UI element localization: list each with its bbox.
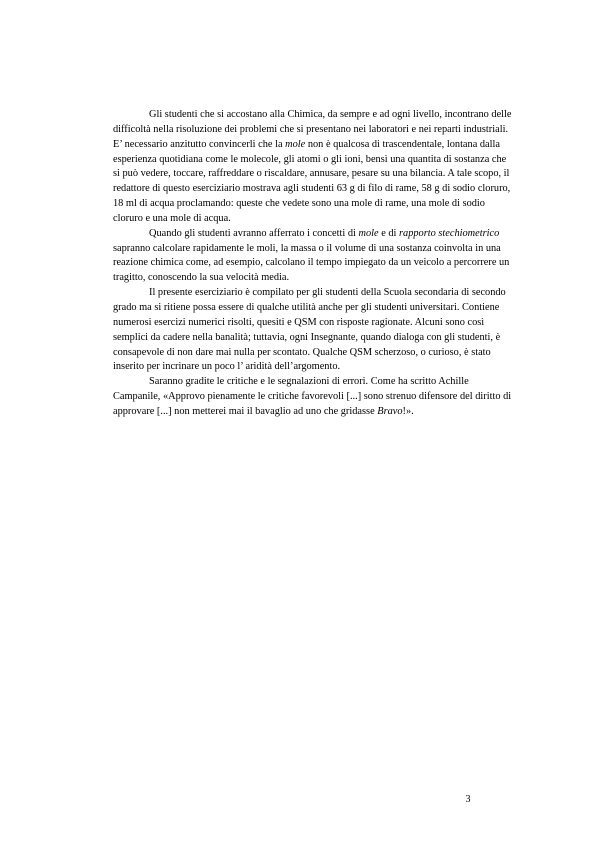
text-run: !». xyxy=(402,405,414,417)
italic-term-mole: mole xyxy=(358,227,379,239)
text-run: Gli studenti che si accostano alla Chimica, da sempre e ad ogni livello, incontrano delle difficoltà nella risoluzione dei problemi che si presentano nei laboratori e nei reparti industriali. E’ necessario anzitutto convincerli che la xyxy=(113,109,512,150)
text-run: Il presente eserciziario è compilato per gli studenti della Scuola secondaria di secondo grado ma si ritiene possa essere di qualche utilità anche per gli studenti universitari. Contiene numerosi esercizi numerici risolti, quesiti e QSM con risposte ragionate. Alcuni sono così semplici da cadere nella banalità; tuttavia, ogni Insegnante, quando dialoga con gli studenti, è consapevole di non dare mai nulla per scontato. Qualche QSM scherzoso, o curioso, è stato inserito per incrinare un poco l’ aridità dell’argomento. xyxy=(113,287,506,373)
text-run: e di xyxy=(378,227,400,239)
paragraph-feedback xyxy=(113,375,515,420)
text-run: Quando gli studenti avranno afferrato i concetti di xyxy=(149,227,359,239)
body-text xyxy=(113,108,515,420)
italic-term-rapporto-stechiometrico: rapporto stechiometrico xyxy=(399,227,500,239)
paragraph-introduction xyxy=(113,108,515,227)
text-run: Saranno gradite le critiche e le segnalazioni di errori. Come ha scritto Achille Campanile, «Approvo pienamente le critiche favorevoli [...] sono strenuo difensore del diritto di approvare [...] non metterei mai il bavaglio ad uno che gridasse xyxy=(113,376,512,417)
paragraph-audience xyxy=(113,286,515,375)
text-run: non è qualcosa di trascendentale, lontana dalla esperienza quotidiana come le molecole, gli atomi o gli ioni, bensì una quantita di sostanza che si può vedere, toccare, raffreddare o riscaldare, annusare, pesare su una bilancia. A tale scopo, il redattore di questo eserciziario mostrava agli studenti 63 g di filo di rame, 58 g di sodio cloruro, 18 ml di acqua proclamando: queste che vedete sono una mole di rame, una mole di sodio cloruro e una mole di acqua. xyxy=(113,138,511,224)
text-run: sapranno calcolare rapidamente le moli, la massa o il volume di una sostanza coinvolta in una reazione chimica come, ad esempio, calcolano il tempo impiegato da un veicolo a percorrere un tragitto, conoscendo la sua velocità media. xyxy=(113,242,510,284)
paragraph-concepts xyxy=(113,227,515,286)
italic-term-mole: mole xyxy=(285,138,306,150)
italic-term-bravo: Bravo xyxy=(377,405,403,417)
page-number: 3 xyxy=(465,794,471,805)
